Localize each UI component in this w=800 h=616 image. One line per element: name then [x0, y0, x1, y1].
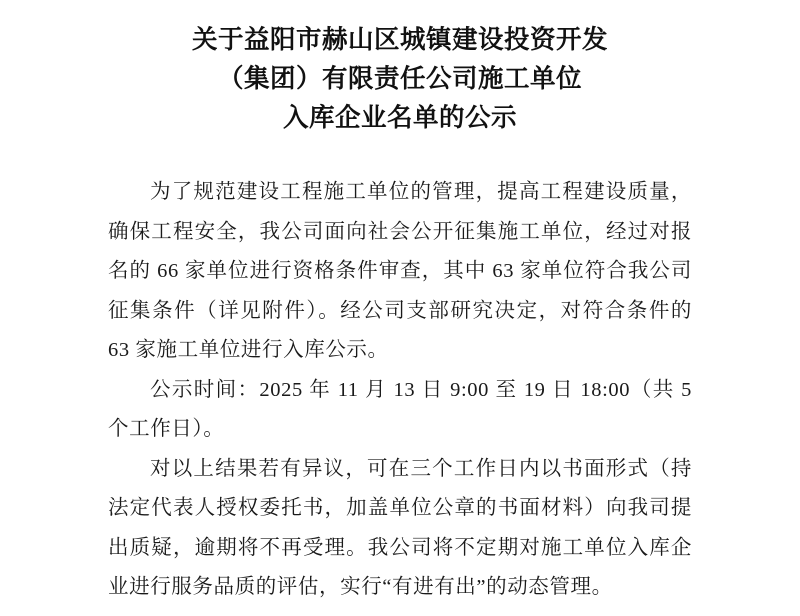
- document-body: [108, 173, 692, 608]
- page-title-line-3: 入库企业名单的公示: [282, 103, 517, 132]
- page-title-line-1: 关于益阳市赫山区城镇建设投资开发: [191, 25, 608, 54]
- paragraph-1: 为了规范建设工程施工单位的管理，提高工程建设质量，确保工程安全，我公司面向社会公开征集施工单位，经过对报名的 66 家单位进行资格条件审查，其中 63 家单位符合我公司征集条件（详见附件）。经公司支部研究决定，对符合条件的 63 家施工单位进行入库公示。: [108, 181, 692, 361]
- page-title-line-2: （集团）有限责任公司施工单位: [217, 64, 582, 93]
- paragraph-3: 对以上结果若有异议，可在三个工作日内以书面形式（持法定代表人授权委托书，加盖单位公章的书面材料）向我司提出质疑，逾期将不再受理。我公司将不定期对施工单位入库企业进行服务品质的评估，实行“有进有出”的动态管理。: [108, 457, 692, 598]
- page-title: [108, 14, 692, 137]
- paragraph-2: 公示时间：2025 年 11 月 13 日 9:00 至 19 日 18:00（共 5 个工作日）。: [108, 378, 692, 440]
